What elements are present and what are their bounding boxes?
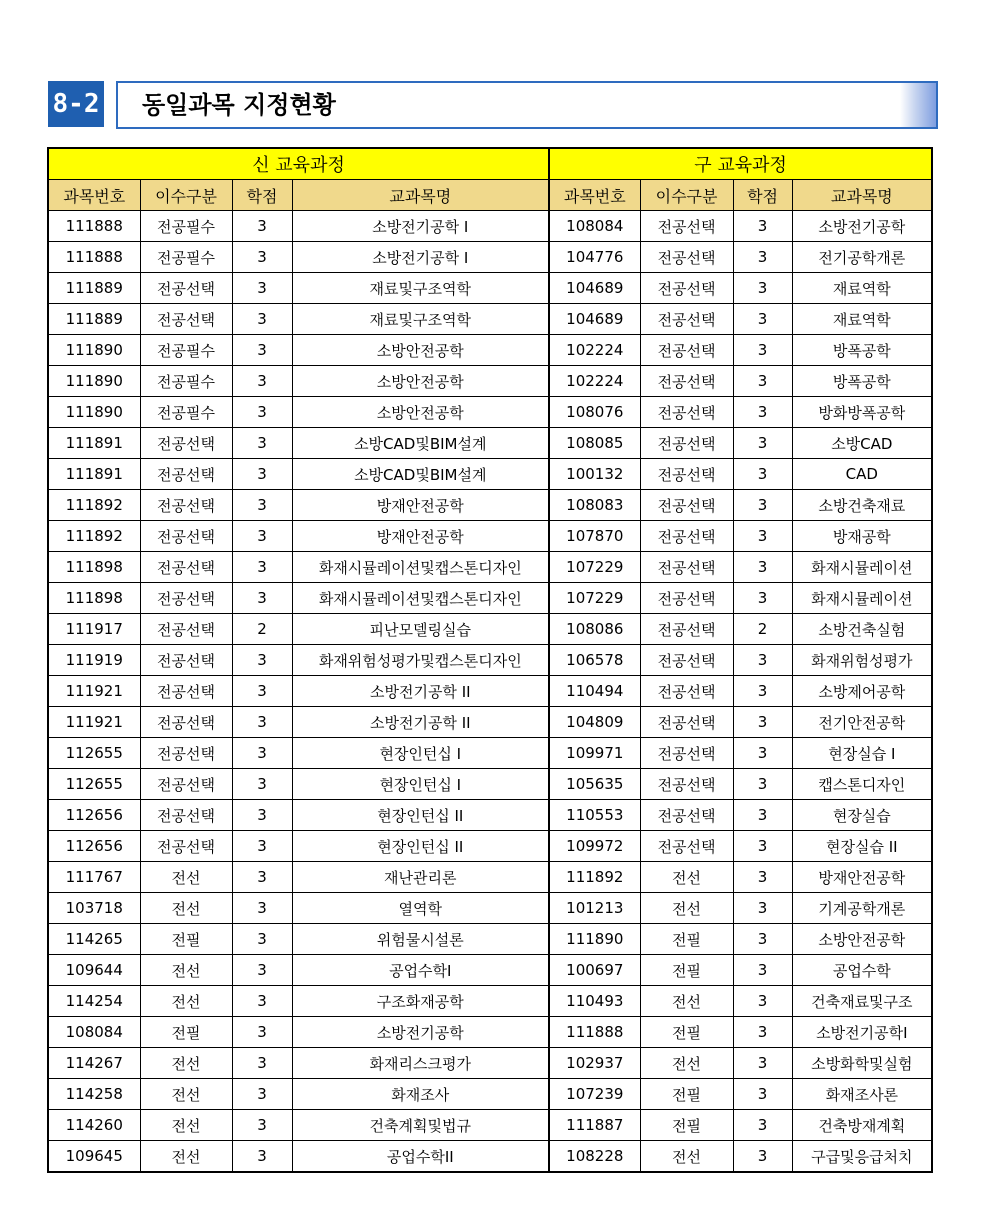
course-number-cell: 114267: [48, 1048, 140, 1079]
course-name-cell: 소방전기공학 II: [292, 707, 549, 738]
course-name-cell: 방재안전공학: [292, 490, 549, 521]
old-credits-cell: 3: [733, 583, 792, 614]
old-completion-type-cell: 전필: [640, 1110, 733, 1141]
credits-cell: 3: [232, 335, 292, 366]
old-course-number-cell: 110553: [549, 800, 640, 831]
column-header: 이수구분: [640, 180, 733, 211]
old-course-name-cell: 소방화학및실험: [792, 1048, 932, 1079]
credits-cell: 3: [232, 490, 292, 521]
table-row: [48, 924, 932, 955]
old-completion-type-cell: 전공선택: [640, 211, 733, 242]
old-credits-cell: 3: [733, 862, 792, 893]
old-completion-type-cell: 전공선택: [640, 552, 733, 583]
old-course-name-cell: 현장실습 II: [792, 831, 932, 862]
completion-type-cell: 전공필수: [140, 211, 232, 242]
section-title-box: [116, 81, 938, 129]
course-number-cell: 103718: [48, 893, 140, 924]
table-row: [48, 273, 932, 304]
table-row: [48, 986, 932, 1017]
old-course-name-cell: 전기공학개론: [792, 242, 932, 273]
old-credits-cell: 3: [733, 800, 792, 831]
table-row: [48, 645, 932, 676]
old-course-number-cell: 108086: [549, 614, 640, 645]
old-course-name-cell: 방화방폭공학: [792, 397, 932, 428]
old-course-name-cell: 소방안전공학: [792, 924, 932, 955]
credits-cell: 3: [232, 769, 292, 800]
table-row: [48, 490, 932, 521]
completion-type-cell: 전선: [140, 1079, 232, 1110]
credits-cell: 3: [232, 397, 292, 428]
course-name-cell: 화재리스크평가: [292, 1048, 549, 1079]
course-number-cell: 114258: [48, 1079, 140, 1110]
old-completion-type-cell: 전공선택: [640, 645, 733, 676]
old-course-name-cell: 화재시뮬레이션: [792, 583, 932, 614]
old-credits-cell: 3: [733, 676, 792, 707]
course-name-cell: 소방전기공학 I: [292, 242, 549, 273]
course-number-cell: 111891: [48, 428, 140, 459]
table-row: [48, 614, 932, 645]
course-name-cell: 공업수학I: [292, 955, 549, 986]
old-completion-type-cell: 전공선택: [640, 366, 733, 397]
old-completion-type-cell: 전공선택: [640, 242, 733, 273]
credits-cell: 2: [232, 614, 292, 645]
old-course-name-cell: 화재시뮬레이션: [792, 552, 932, 583]
course-name-cell: 소방전기공학 II: [292, 676, 549, 707]
old-course-name-cell: 재료역학: [792, 273, 932, 304]
old-course-number-cell: 110494: [549, 676, 640, 707]
course-number-cell: 111889: [48, 273, 140, 304]
completion-type-cell: 전공선택: [140, 738, 232, 769]
course-name-cell: 현장인턴십 I: [292, 769, 549, 800]
course-number-cell: 111921: [48, 707, 140, 738]
old-credits-cell: 3: [733, 366, 792, 397]
old-course-number-cell: 104809: [549, 707, 640, 738]
old-credits-cell: 2: [733, 614, 792, 645]
completion-type-cell: 전공선택: [140, 459, 232, 490]
credits-cell: 3: [232, 1141, 292, 1173]
old-course-number-cell: 100697: [549, 955, 640, 986]
table-row: [48, 428, 932, 459]
old-course-number-cell: 107239: [549, 1079, 640, 1110]
completion-type-cell: 전공선택: [140, 583, 232, 614]
completion-type-cell: 전공필수: [140, 397, 232, 428]
course-number-cell: 114265: [48, 924, 140, 955]
old-course-name-cell: 기계공학개론: [792, 893, 932, 924]
credits-cell: 3: [232, 800, 292, 831]
table-row: [48, 1079, 932, 1110]
table-row: [48, 242, 932, 273]
completion-type-cell: 전필: [140, 924, 232, 955]
old-course-number-cell: 102224: [549, 335, 640, 366]
old-completion-type-cell: 전필: [640, 924, 733, 955]
old-course-number-cell: 111887: [549, 1110, 640, 1141]
course-number-cell: 112656: [48, 831, 140, 862]
old-credits-cell: 3: [733, 738, 792, 769]
completion-type-cell: 전공선택: [140, 521, 232, 552]
old-credits-cell: 3: [733, 335, 792, 366]
old-course-number-cell: 101213: [549, 893, 640, 924]
credits-cell: 3: [232, 366, 292, 397]
course-name-cell: 현장인턴십 II: [292, 831, 549, 862]
course-name-cell: 소방안전공학: [292, 335, 549, 366]
course-number-cell: 112656: [48, 800, 140, 831]
section-title: 동일과목 지정현황: [142, 91, 336, 119]
course-name-cell: 현장인턴십 II: [292, 800, 549, 831]
old-course-number-cell: 109972: [549, 831, 640, 862]
old-course-number-cell: 106578: [549, 645, 640, 676]
completion-type-cell: 전선: [140, 986, 232, 1017]
table-row: [48, 1141, 932, 1173]
old-credits-cell: 3: [733, 521, 792, 552]
old-completion-type-cell: 전공선택: [640, 490, 733, 521]
completion-type-cell: 전공선택: [140, 831, 232, 862]
old-course-number-cell: 107229: [549, 583, 640, 614]
completion-type-cell: 전선: [140, 1110, 232, 1141]
old-completion-type-cell: 전필: [640, 955, 733, 986]
completion-type-cell: 전공선택: [140, 273, 232, 304]
course-number-cell: 111767: [48, 862, 140, 893]
old-completion-type-cell: 전공선택: [640, 583, 733, 614]
table-row: [48, 335, 932, 366]
table-row: [48, 459, 932, 490]
course-name-cell: 피난모델링실습: [292, 614, 549, 645]
credits-cell: 3: [232, 676, 292, 707]
course-name-cell: 소방전기공학 I: [292, 211, 549, 242]
course-number-cell: 108084: [48, 1017, 140, 1048]
credits-cell: 3: [232, 1079, 292, 1110]
old-course-name-cell: 방폭공학: [792, 366, 932, 397]
old-course-number-cell: 102224: [549, 366, 640, 397]
old-credits-cell: 3: [733, 490, 792, 521]
course-name-cell: 열역학: [292, 893, 549, 924]
old-completion-type-cell: 전필: [640, 1079, 733, 1110]
course-number-cell: 111898: [48, 583, 140, 614]
course-name-cell: 재료및구조역학: [292, 273, 549, 304]
credits-cell: 3: [232, 273, 292, 304]
table-body: [48, 211, 932, 1173]
credits-cell: 3: [232, 1017, 292, 1048]
table-row: [48, 862, 932, 893]
old-credits-cell: 3: [733, 1048, 792, 1079]
old-course-name-cell: 건축재료및구조: [792, 986, 932, 1017]
old-completion-type-cell: 전선: [640, 1048, 733, 1079]
completion-type-cell: 전공필수: [140, 366, 232, 397]
credits-cell: 3: [232, 242, 292, 273]
old-completion-type-cell: 전공선택: [640, 428, 733, 459]
old-credits-cell: 3: [733, 645, 792, 676]
old-completion-type-cell: 전선: [640, 1141, 733, 1173]
course-number-cell: 111888: [48, 242, 140, 273]
completion-type-cell: 전선: [140, 893, 232, 924]
course-number-cell: 111917: [48, 614, 140, 645]
completion-type-cell: 전공선택: [140, 428, 232, 459]
completion-type-cell: 전공선택: [140, 769, 232, 800]
old-course-name-cell: 소방전기공학I: [792, 1017, 932, 1048]
old-course-name-cell: 현장실습 I: [792, 738, 932, 769]
course-name-cell: 소방전기공학: [292, 1017, 549, 1048]
table-row: [48, 738, 932, 769]
old-course-name-cell: 소방전기공학: [792, 211, 932, 242]
old-course-name-cell: 전기안전공학: [792, 707, 932, 738]
old-course-name-cell: 구급및응급처치: [792, 1141, 932, 1173]
course-number-cell: 111898: [48, 552, 140, 583]
old-course-name-cell: 화재조사론: [792, 1079, 932, 1110]
completion-type-cell: 전선: [140, 1048, 232, 1079]
old-credits-cell: 3: [733, 924, 792, 955]
old-course-name-cell: 소방건축실험: [792, 614, 932, 645]
old-credits-cell: 3: [733, 986, 792, 1017]
new-curriculum-header: 신 교육과정: [48, 148, 549, 180]
column-header: 교과목명: [792, 180, 932, 211]
old-course-number-cell: 108076: [549, 397, 640, 428]
credits-cell: 3: [232, 924, 292, 955]
course-number-cell: 111891: [48, 459, 140, 490]
credits-cell: 3: [232, 986, 292, 1017]
course-number-cell: 114254: [48, 986, 140, 1017]
credits-cell: 3: [232, 831, 292, 862]
old-course-name-cell: 방폭공학: [792, 335, 932, 366]
completion-type-cell: 전선: [140, 955, 232, 986]
credits-cell: 3: [232, 459, 292, 490]
old-credits-cell: 3: [733, 831, 792, 862]
course-name-cell: 소방안전공학: [292, 397, 549, 428]
old-credits-cell: 3: [733, 304, 792, 335]
course-name-cell: 소방안전공학: [292, 366, 549, 397]
credits-cell: 3: [232, 1048, 292, 1079]
old-course-number-cell: 107870: [549, 521, 640, 552]
old-course-name-cell: 재료역학: [792, 304, 932, 335]
old-course-number-cell: 104689: [549, 304, 640, 335]
credits-cell: 3: [232, 707, 292, 738]
table-row: [48, 676, 932, 707]
old-completion-type-cell: 전공선택: [640, 304, 733, 335]
course-name-cell: 화재시뮬레이션및캡스톤디자인: [292, 552, 549, 583]
old-completion-type-cell: 전선: [640, 986, 733, 1017]
completion-type-cell: 전공필수: [140, 242, 232, 273]
completion-type-cell: 전공선택: [140, 645, 232, 676]
old-credits-cell: 3: [733, 211, 792, 242]
course-number-cell: 112655: [48, 769, 140, 800]
old-course-number-cell: 105635: [549, 769, 640, 800]
old-course-number-cell: 108083: [549, 490, 640, 521]
column-header: 과목번호: [549, 180, 640, 211]
column-header: 학점: [733, 180, 792, 211]
course-name-cell: 화재위험성평가및캡스톤디자인: [292, 645, 549, 676]
old-course-name-cell: 공업수학: [792, 955, 932, 986]
old-credits-cell: 3: [733, 459, 792, 490]
old-course-name-cell: CAD: [792, 459, 932, 490]
old-completion-type-cell: 전공선택: [640, 521, 733, 552]
old-credits-cell: 3: [733, 273, 792, 304]
table-row: [48, 366, 932, 397]
credits-cell: 3: [232, 645, 292, 676]
column-header: 학점: [232, 180, 292, 211]
table-row: [48, 1017, 932, 1048]
completion-type-cell: 전필: [140, 1017, 232, 1048]
old-credits-cell: 3: [733, 769, 792, 800]
old-course-name-cell: 소방건축재료: [792, 490, 932, 521]
table-row: [48, 552, 932, 583]
table-row: [48, 1048, 932, 1079]
credits-cell: 3: [232, 862, 292, 893]
credits-cell: 3: [232, 304, 292, 335]
table-row: [48, 583, 932, 614]
old-credits-cell: 3: [733, 1079, 792, 1110]
course-name-cell: 방재안전공학: [292, 521, 549, 552]
course-name-cell: 재료및구조역학: [292, 304, 549, 335]
course-name-cell: 건축계획및법규: [292, 1110, 549, 1141]
credits-cell: 3: [232, 955, 292, 986]
course-name-cell: 소방CAD및BIM설계: [292, 428, 549, 459]
course-name-cell: 공업수학II: [292, 1141, 549, 1173]
old-course-name-cell: 소방제어공학: [792, 676, 932, 707]
credits-cell: 3: [232, 211, 292, 242]
course-name-cell: 재난관리론: [292, 862, 549, 893]
column-header: 이수구분: [140, 180, 232, 211]
old-course-number-cell: 102937: [549, 1048, 640, 1079]
column-header: 과목번호: [48, 180, 140, 211]
completion-type-cell: 전선: [140, 1141, 232, 1173]
completion-type-cell: 전공선택: [140, 552, 232, 583]
old-credits-cell: 3: [733, 955, 792, 986]
section-number: 8-2: [48, 81, 104, 127]
course-name-cell: 소방CAD및BIM설계: [292, 459, 549, 490]
old-completion-type-cell: 전공선택: [640, 335, 733, 366]
old-credits-cell: 3: [733, 242, 792, 273]
old-course-number-cell: 107229: [549, 552, 640, 583]
credits-cell: 3: [232, 583, 292, 614]
table-row: [48, 304, 932, 335]
equivalent-courses-table: [47, 147, 933, 1173]
old-completion-type-cell: 전필: [640, 1017, 733, 1048]
completion-type-cell: 전선: [140, 862, 232, 893]
old-course-name-cell: 건축방재계획: [792, 1110, 932, 1141]
old-course-name-cell: 소방CAD: [792, 428, 932, 459]
course-number-cell: 111892: [48, 521, 140, 552]
old-completion-type-cell: 전공선택: [640, 614, 733, 645]
old-credits-cell: 3: [733, 1110, 792, 1141]
course-number-cell: 111892: [48, 490, 140, 521]
old-course-number-cell: 111888: [549, 1017, 640, 1048]
old-course-number-cell: 100132: [549, 459, 640, 490]
old-course-number-cell: 108085: [549, 428, 640, 459]
course-number-cell: 111889: [48, 304, 140, 335]
old-course-number-cell: 111892: [549, 862, 640, 893]
course-name-cell: 현장인턴십 I: [292, 738, 549, 769]
table-row: [48, 397, 932, 428]
completion-type-cell: 전공선택: [140, 676, 232, 707]
old-completion-type-cell: 전공선택: [640, 273, 733, 304]
table-row: [48, 769, 932, 800]
old-course-name-cell: 화재위험성평가: [792, 645, 932, 676]
old-course-name-cell: 방재공학: [792, 521, 932, 552]
old-credits-cell: 3: [733, 428, 792, 459]
completion-type-cell: 전공선택: [140, 304, 232, 335]
course-name-cell: 위험물시설론: [292, 924, 549, 955]
course-number-cell: 111888: [48, 211, 140, 242]
old-course-name-cell: 캡스톤디자인: [792, 769, 932, 800]
credits-cell: 3: [232, 552, 292, 583]
old-course-number-cell: 108228: [549, 1141, 640, 1173]
course-name-cell: 화재조사: [292, 1079, 549, 1110]
course-number-cell: 112655: [48, 738, 140, 769]
completion-type-cell: 전공선택: [140, 707, 232, 738]
course-name-cell: 구조화재공학: [292, 986, 549, 1017]
credits-cell: 3: [232, 428, 292, 459]
course-number-cell: 111919: [48, 645, 140, 676]
course-name-cell: 화재시뮬레이션및캡스톤디자인: [292, 583, 549, 614]
old-credits-cell: 3: [733, 707, 792, 738]
old-course-number-cell: 104776: [549, 242, 640, 273]
old-credits-cell: 3: [733, 397, 792, 428]
course-number-cell: 111890: [48, 397, 140, 428]
old-completion-type-cell: 전선: [640, 893, 733, 924]
course-number-cell: 111921: [48, 676, 140, 707]
old-credits-cell: 3: [733, 552, 792, 583]
completion-type-cell: 전공선택: [140, 490, 232, 521]
old-completion-type-cell: 전공선택: [640, 707, 733, 738]
completion-type-cell: 전공선택: [140, 800, 232, 831]
old-credits-cell: 3: [733, 1141, 792, 1173]
table-row: [48, 893, 932, 924]
credits-cell: 3: [232, 738, 292, 769]
old-completion-type-cell: 전공선택: [640, 459, 733, 490]
old-course-number-cell: 108084: [549, 211, 640, 242]
old-completion-type-cell: 전공선택: [640, 397, 733, 428]
column-header: 교과목명: [292, 180, 549, 211]
old-completion-type-cell: 전공선택: [640, 769, 733, 800]
old-course-number-cell: 111890: [549, 924, 640, 955]
course-number-cell: 111890: [48, 335, 140, 366]
course-number-cell: 109645: [48, 1141, 140, 1173]
old-course-number-cell: 110493: [549, 986, 640, 1017]
old-course-name-cell: 현장실습: [792, 800, 932, 831]
completion-type-cell: 전공필수: [140, 335, 232, 366]
old-completion-type-cell: 전공선택: [640, 676, 733, 707]
old-completion-type-cell: 전공선택: [640, 738, 733, 769]
old-curriculum-header: 구 교육과정: [549, 148, 932, 180]
old-credits-cell: 3: [733, 893, 792, 924]
table-row: [48, 707, 932, 738]
credits-cell: 3: [232, 521, 292, 552]
old-course-number-cell: 104689: [549, 273, 640, 304]
title-accent-bar: [900, 83, 936, 127]
completion-type-cell: 전공선택: [140, 614, 232, 645]
table-row: [48, 831, 932, 862]
table-row: [48, 521, 932, 552]
old-course-number-cell: 109971: [549, 738, 640, 769]
credits-cell: 3: [232, 1110, 292, 1141]
course-number-cell: 114260: [48, 1110, 140, 1141]
table-row: [48, 211, 932, 242]
course-number-cell: 109644: [48, 955, 140, 986]
table-row: [48, 800, 932, 831]
credits-cell: 3: [232, 893, 292, 924]
old-completion-type-cell: 전선: [640, 862, 733, 893]
course-number-cell: 111890: [48, 366, 140, 397]
old-credits-cell: 3: [733, 1017, 792, 1048]
table-row: [48, 1110, 932, 1141]
old-course-name-cell: 방재안전공학: [792, 862, 932, 893]
old-completion-type-cell: 전공선택: [640, 831, 733, 862]
old-completion-type-cell: 전공선택: [640, 800, 733, 831]
table-row: [48, 955, 932, 986]
